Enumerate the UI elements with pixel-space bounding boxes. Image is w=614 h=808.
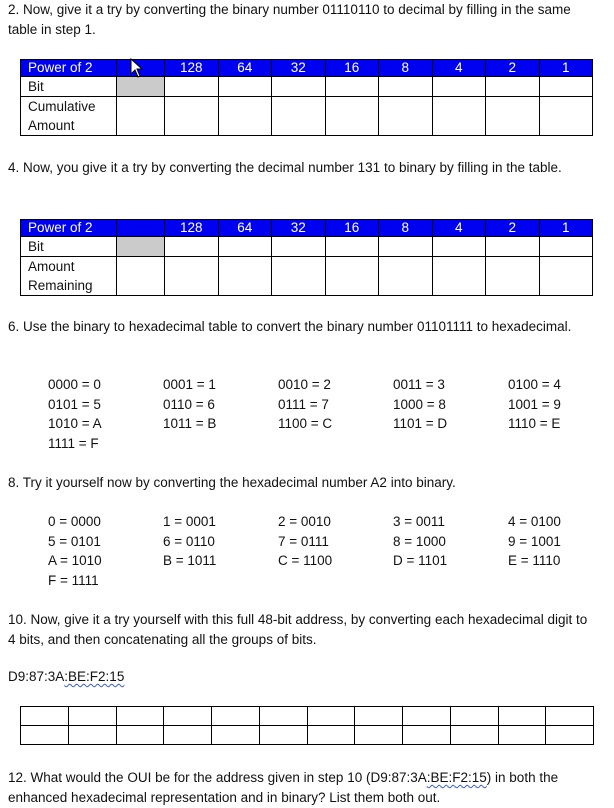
answer-cell[interactable]	[117, 97, 165, 136]
reference-entry: 1110 = E	[508, 416, 561, 431]
power-of-two-table-step-4	[20, 219, 593, 296]
reference-entry: F = 1111	[48, 572, 99, 588]
mac-address	[8, 667, 598, 687]
answer-cell[interactable]	[325, 237, 379, 257]
reference-entry: 7 = 0111	[278, 533, 329, 549]
reference-entry: D = 1101	[393, 553, 448, 568]
reference-entry: 1101 = D	[393, 416, 448, 431]
answer-cell[interactable]	[259, 707, 307, 726]
reference-entry: 2 = 0010	[278, 514, 331, 529]
answer-cell[interactable]	[486, 257, 540, 296]
row-label	[21, 257, 117, 296]
answer-cell[interactable]	[307, 707, 355, 726]
reference-entry: 0 = 0000	[48, 514, 101, 529]
answer-cell[interactable]	[165, 237, 219, 257]
answer-cell[interactable]	[259, 726, 307, 745]
answer-cell[interactable]	[164, 707, 212, 726]
answer-cell[interactable]	[212, 707, 260, 726]
answer-cell[interactable]	[68, 726, 116, 745]
reference-entry: 0011 = 3	[393, 377, 445, 392]
power-cell: 4	[432, 220, 486, 237]
reference-entry: 0000 = 0	[48, 377, 101, 392]
mac-table-row	[21, 726, 594, 745]
power-cell: 8	[379, 60, 433, 77]
row-label	[21, 97, 117, 136]
power-cell: 64	[218, 220, 272, 237]
reference-entry: 4 = 0100	[508, 514, 561, 529]
reference-entry: 0100 = 4	[508, 377, 561, 392]
power-cell: 32	[272, 220, 326, 237]
reference-entry: 5 = 0101	[48, 533, 101, 549]
answer-cell[interactable]	[307, 726, 355, 745]
amount-remaining-row	[21, 257, 593, 296]
answer-cell[interactable]	[165, 97, 219, 136]
power-cell: 1	[539, 60, 593, 77]
answer-cell[interactable]	[539, 237, 593, 257]
power-cell: 1	[539, 220, 593, 237]
answer-cell[interactable]	[432, 97, 486, 136]
header-blank	[117, 220, 165, 237]
answer-cell[interactable]	[117, 257, 165, 296]
answer-cell[interactable]	[450, 707, 498, 726]
power-cell: 128	[165, 60, 219, 77]
step-12-text: 12. What would the OUI be for the address given in step 10 (D9:87:3A	[8, 770, 427, 785]
power-cell: 8	[379, 220, 433, 237]
power-cell: 4	[432, 60, 486, 77]
mac-suffix-spellcheck: :BE:F2:15	[64, 669, 125, 684]
reference-entry: 1001 = 9	[508, 396, 561, 412]
reference-entry: 1100 = C	[278, 416, 333, 431]
answer-cell[interactable]	[539, 97, 593, 136]
answer-cell[interactable]	[272, 237, 326, 257]
answer-cell[interactable]	[272, 77, 326, 97]
reference-entry: B = 1011	[163, 553, 217, 568]
answer-cell[interactable]	[212, 726, 260, 745]
cumulative-row	[21, 97, 593, 136]
row-label-line: Amount	[28, 118, 75, 133]
row-label-line: Remaining	[28, 278, 93, 293]
answer-cell[interactable]	[218, 237, 272, 257]
row-label-line: Amount	[28, 259, 75, 274]
bit-row	[21, 237, 593, 257]
answer-cell[interactable]	[68, 707, 116, 726]
step-2-instructions: 2. Now, give it a try by converting the binary number 01110110 to decimal by filling in the same table in step 1.	[8, 2, 571, 37]
answer-cell[interactable]	[218, 97, 272, 136]
step-8-instructions: 8. Try it yourself now by converting the hexadecimal number A2 into binary.	[8, 475, 456, 490]
reference-entry: 1011 = B	[163, 416, 217, 431]
answer-cell[interactable]	[355, 707, 403, 726]
step-12-text: ) in both the enhanced hexadecimal representation and in binary? List them both out.	[8, 770, 559, 805]
reference-entry: E = 1110	[508, 553, 561, 568]
header-label: Power of 2	[21, 60, 117, 77]
reference-entry: 0111 = 7	[278, 396, 329, 412]
reference-entry: 0110 = 6	[163, 396, 215, 412]
reference-entry: 1010 = A	[48, 416, 102, 431]
reference-entry: 1000 = 8	[393, 396, 446, 412]
answer-cell[interactable]	[539, 77, 593, 97]
answer-cell[interactable]	[432, 77, 486, 97]
reference-entry: 8 = 1000	[393, 533, 446, 549]
answer-cell[interactable]	[21, 707, 69, 726]
answer-cell[interactable]	[116, 707, 164, 726]
answer-cell[interactable]	[218, 77, 272, 97]
answer-cell[interactable]	[355, 726, 403, 745]
power-cell: 128	[165, 220, 219, 237]
answer-cell[interactable]	[403, 707, 451, 726]
answer-cell[interactable]	[539, 257, 593, 296]
answer-cell[interactable]	[486, 237, 540, 257]
step-10-instructions: 10. Now, give it a try yourself with this full 48-bit address, by converting each hexadecimal digit to 4 bits, and then concatenating all the groups of bits.	[8, 612, 588, 647]
answer-cell[interactable]	[325, 97, 379, 136]
answer-cell[interactable]	[164, 726, 212, 745]
answer-cell[interactable]	[432, 237, 486, 257]
shaded-cell	[117, 77, 165, 97]
answer-cell[interactable]	[546, 707, 594, 726]
answer-cell[interactable]	[379, 77, 433, 97]
answer-cell[interactable]	[498, 726, 546, 745]
reference-entry: 0001 = 1	[163, 377, 216, 392]
answer-cell[interactable]	[379, 257, 433, 296]
reference-entry: 1111 = F	[48, 435, 99, 451]
answer-cell[interactable]	[325, 77, 379, 97]
answer-cell[interactable]	[403, 726, 451, 745]
reference-entry: 9 = 1001	[508, 533, 561, 549]
step-4-instructions: 4. Now, you give it a try by converting the decimal number 131 to binary by filling in the table.	[8, 160, 562, 175]
step-12-spellcheck: :BE:F2:15	[426, 770, 487, 785]
answer-cell[interactable]	[272, 97, 326, 136]
mac-prefix: D9:87:3A	[8, 669, 65, 684]
power-cell: 16	[325, 60, 379, 77]
answer-cell[interactable]	[486, 77, 540, 97]
reference-entry: 3 = 0011	[393, 514, 445, 529]
mac-binary-table	[20, 706, 594, 745]
answer-cell[interactable]	[21, 726, 69, 745]
answer-cell[interactable]	[486, 97, 540, 136]
answer-cell[interactable]	[546, 726, 594, 745]
row-label: Bit	[21, 77, 117, 97]
answer-cell[interactable]	[498, 707, 546, 726]
power-cell: 2	[486, 220, 540, 237]
answer-cell[interactable]	[116, 726, 164, 745]
answer-cell[interactable]	[379, 237, 433, 257]
power-cell: 2	[486, 60, 540, 77]
table-header-row	[21, 220, 593, 237]
reference-entry: A = 1010	[48, 553, 102, 568]
mac-table-row	[21, 707, 594, 726]
power-cell: 64	[218, 60, 272, 77]
answer-cell[interactable]	[450, 726, 498, 745]
answer-cell[interactable]	[218, 257, 272, 296]
power-cell: 16	[325, 220, 379, 237]
answer-cell[interactable]	[379, 97, 433, 136]
answer-cell[interactable]	[325, 257, 379, 296]
header-label: Power of 2	[21, 220, 117, 237]
reference-entry: 6 = 0110	[163, 533, 215, 549]
mouse-cursor-icon	[130, 58, 144, 78]
step-6-instructions: 6. Use the binary to hexadecimal table to convert the binary number 01101111 to hexadecimal.	[8, 319, 572, 334]
power-of-two-table-step-2	[20, 59, 593, 136]
reference-entry: 0010 = 2	[278, 377, 331, 392]
shaded-cell	[117, 237, 165, 257]
reference-entry: 0101 = 5	[48, 396, 101, 412]
answer-cell[interactable]	[165, 257, 219, 296]
step-12-instructions	[8, 768, 598, 807]
answer-cell[interactable]	[432, 257, 486, 296]
row-label: Bit	[21, 237, 117, 257]
power-cell: 32	[272, 60, 326, 77]
reference-entry: C = 1100	[278, 553, 333, 568]
answer-cell[interactable]	[272, 257, 326, 296]
answer-cell[interactable]	[165, 77, 219, 97]
row-label-line: Cumulative	[28, 99, 96, 114]
reference-entry: 1 = 0001	[163, 514, 216, 529]
table-header-row	[21, 60, 593, 77]
bit-row	[21, 77, 593, 97]
